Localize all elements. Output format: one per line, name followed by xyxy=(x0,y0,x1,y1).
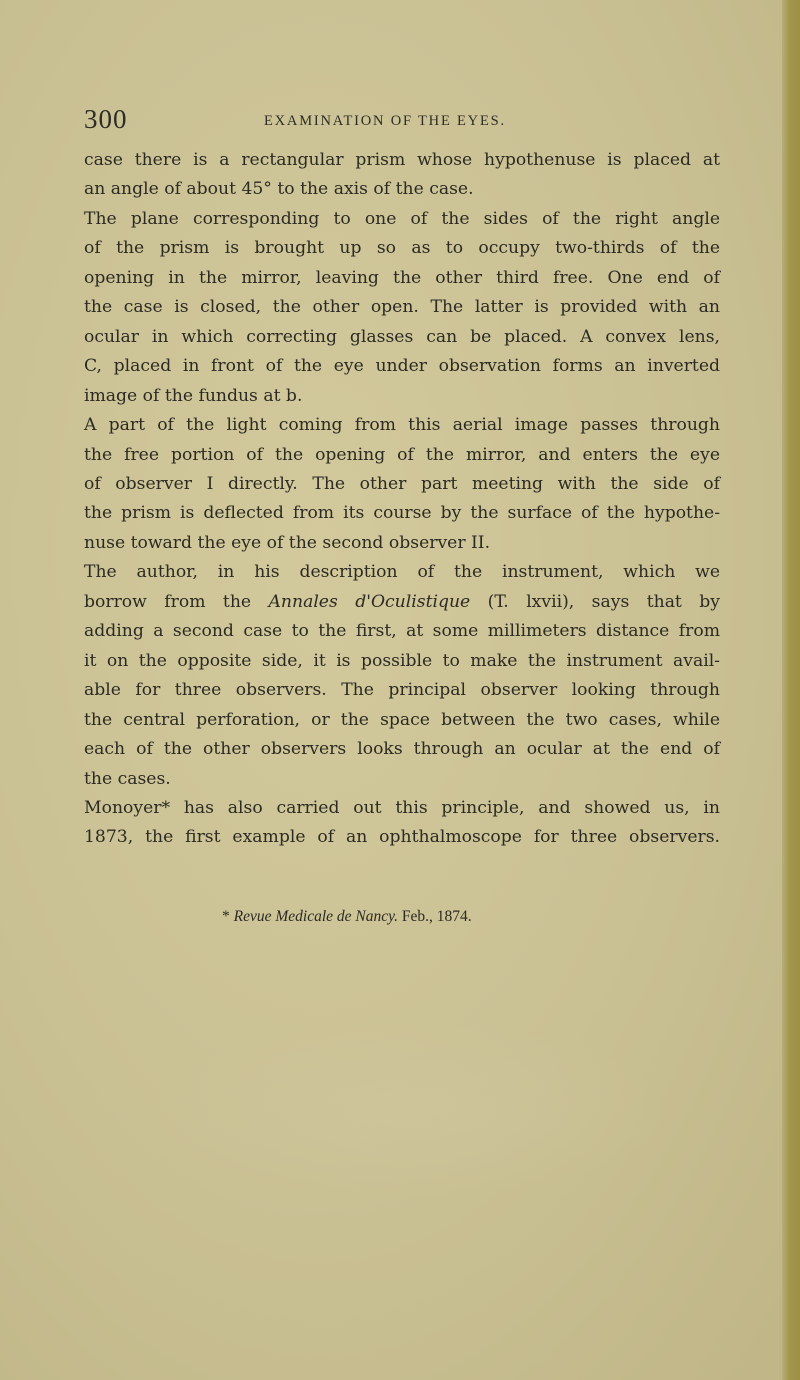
text-line: it on the opposite side, it is possible to make the instrument avail- xyxy=(84,650,720,671)
text-line: nuse toward the eye of the second observer II. xyxy=(84,532,491,553)
page-number: 300 xyxy=(84,104,128,134)
text-line: the cases. xyxy=(84,768,171,789)
text-line xyxy=(84,588,720,617)
body-text xyxy=(84,146,720,853)
text-fragment: (T. lxvii), says that by xyxy=(470,591,720,612)
text-line: an angle of about 45° to the axis of the case. xyxy=(84,179,474,200)
text-line: the free portion of the opening of the mirror, and enters the eye xyxy=(84,444,720,465)
text-line: 1873, the first example of an ophthalmoscope for three observers. xyxy=(84,827,720,848)
text-line: ocular in which correcting glasses can be placed. A convex lens, xyxy=(84,326,720,347)
footnote-source: Revue Medicale de Nancy. xyxy=(233,908,399,925)
text-line: the central perforation, or the space between the two cases, while xyxy=(84,709,720,730)
text-fragment: borrow from the xyxy=(84,591,269,612)
journal-title: Annales d'Oculistique xyxy=(268,591,471,612)
text-line: the case is closed, the other open. The latter is provided with an xyxy=(84,297,720,318)
text-line: the prism is deflected from its course by the surface of the hypothe- xyxy=(84,503,720,524)
text-line: The plane corresponding to one of the sides of the right angle xyxy=(84,208,720,229)
text-line: each of the other observers looks through an ocular at the end of xyxy=(84,739,720,760)
page-header xyxy=(84,104,724,138)
text-line: C, placed in front of the eye under observation forms an inverted xyxy=(84,356,720,377)
text-line: A part of the light coming from this aerial image passes through xyxy=(84,415,720,436)
text-line: case there is a rectangular prism whose hypothenuse is placed at xyxy=(84,150,720,170)
text-line: able for three observers. The principal observer looking through xyxy=(84,680,720,701)
text-line: adding a second case to the first, at some millimeters distance from xyxy=(84,621,720,642)
text-line: of observer I directly. The other part meeting with the side of xyxy=(84,473,720,494)
text-line: The author, in his description of the instrument, which we xyxy=(84,562,720,583)
page-edge-shadow xyxy=(782,0,800,1380)
footnote-marker: * xyxy=(222,908,234,925)
footnote-date: Feb., 1874. xyxy=(398,908,472,925)
running-head: EXAMINATION OF THE EYES. xyxy=(264,113,506,129)
text-line: of the prism is brought up so as to occupy two-thirds of the xyxy=(84,238,720,259)
footnote xyxy=(222,908,472,926)
paper-stain xyxy=(150,1020,670,1200)
text-line: image of the fundus at b. xyxy=(84,385,303,406)
text-line: opening in the mirror, leaving the other third free. One end of xyxy=(84,267,720,288)
text-line: Monoyer* has also carried out this principle, and showed us, in xyxy=(84,797,720,818)
